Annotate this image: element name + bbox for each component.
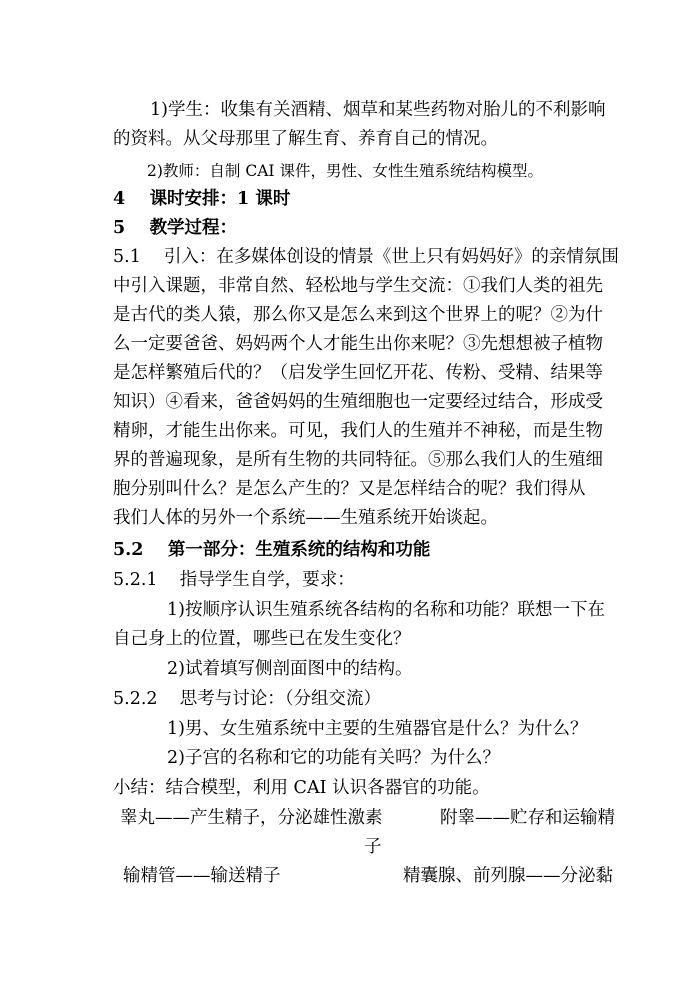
section-5-2-2-title: 思考与讨论：（分组交流） xyxy=(179,689,382,709)
s5-1-line-1: 5.1 引入：在多媒体创设的情景《世上只有妈妈好》的亲情氛围 xyxy=(113,247,619,267)
s5-1-line-8: 界的普遍现象，是所有生物的共同特征。⑤那么我们人的生殖细 xyxy=(113,450,603,470)
section-5-title: 教学过程： xyxy=(149,218,238,238)
section-4-heading xyxy=(113,186,290,212)
summary-glands: 精囊腺、前列腺——分泌黏 xyxy=(403,866,613,886)
section-5-2-title: 第一部分：生殖系统的结构和功能 xyxy=(167,540,431,560)
s5-2-2-question-1: 1)男、女生殖系统中主要的生殖器官是什么？为什么？ xyxy=(167,719,588,739)
s5-1-line-7: 精卵，才能生出你来。可见，我们人的生殖并不神秘，而是生物 xyxy=(113,421,603,441)
s5-1-line-6: 知识）④看来，爸爸妈妈的生殖细胞也一定要经过结合，形成受 xyxy=(113,392,603,412)
section-5-2-2-number: 5.2.2 xyxy=(113,689,158,709)
section-5-2-1-heading xyxy=(113,567,355,593)
prep-student-line: 1)学生：收集有关酒精、烟草和某些药物对胎儿的不利影响 xyxy=(150,100,606,120)
summary-vas-deferens: 输精管——输送精子 xyxy=(123,866,281,886)
summary-intro: 小结：结合模型，利用 CAI 认识各器官的功能。 xyxy=(113,778,490,798)
section-5-number: 5 xyxy=(113,218,126,238)
prep-student-line-cont: 的资料。从父母那里了解生育、养育自己的情况。 xyxy=(113,129,498,149)
s5-1-line-2: 中引入课题，非常自然、轻松地与学生交流：①我们人类的祖先 xyxy=(113,276,603,296)
section-5-2-2-heading xyxy=(113,686,381,712)
prep-teacher-line: 2)教师：自制 CAI 课件，男性、女性生殖系统结构模型。 xyxy=(147,162,543,180)
s5-2-1-item-2: 2)试着填写侧剖面图中的结构。 xyxy=(167,659,413,679)
section-4-number: 4 xyxy=(113,189,126,209)
s5-1-line-9: 胞分别叫什么？是怎么产生的？又是怎样结合的呢？我们得从 xyxy=(113,479,586,499)
section-5-2-heading xyxy=(113,537,430,563)
s5-2-2-question-2: 2)子宫的名称和它的功能有关吗？为什么？ xyxy=(167,748,500,768)
s5-1-line-3: 是古代的类人猿，那么你又是怎么来到这个世界上的呢？②为什 xyxy=(113,305,603,325)
s5-1-line-4: 么一定要爸爸、妈妈两个人才能生出你来呢？③先想想被子植物 xyxy=(113,334,603,354)
summary-testis: 睾丸——产生精子，分泌雄性激素 xyxy=(120,808,383,828)
s5-2-1-item-1: 1)按顺序认识生殖系统各结构的名称和功能？联想一下在 xyxy=(167,600,605,620)
s5-2-1-item-1-cont: 自己身上的位置，哪些已在发生变化？ xyxy=(113,629,411,649)
section-5-2-1-title: 指导学生自学，要求： xyxy=(179,570,355,590)
section-5-heading xyxy=(113,215,237,241)
summary-epididymis: 附睾——贮存和运输精 xyxy=(440,808,615,828)
s5-1-line-5: 是怎样繁殖后代的？（启发学生回忆开花、传粉、受精、结果等 xyxy=(113,363,603,383)
section-5-2-1-number: 5.2.1 xyxy=(113,570,158,590)
section-4-title: 课时安排：1 课时 xyxy=(149,189,291,209)
section-5-2-number: 5.2 xyxy=(113,540,144,560)
summary-epididymis-cont: 子 xyxy=(364,837,382,857)
s5-1-line-10: 我们人体的另外一个系统——生殖系统开始谈起。 xyxy=(113,508,498,528)
